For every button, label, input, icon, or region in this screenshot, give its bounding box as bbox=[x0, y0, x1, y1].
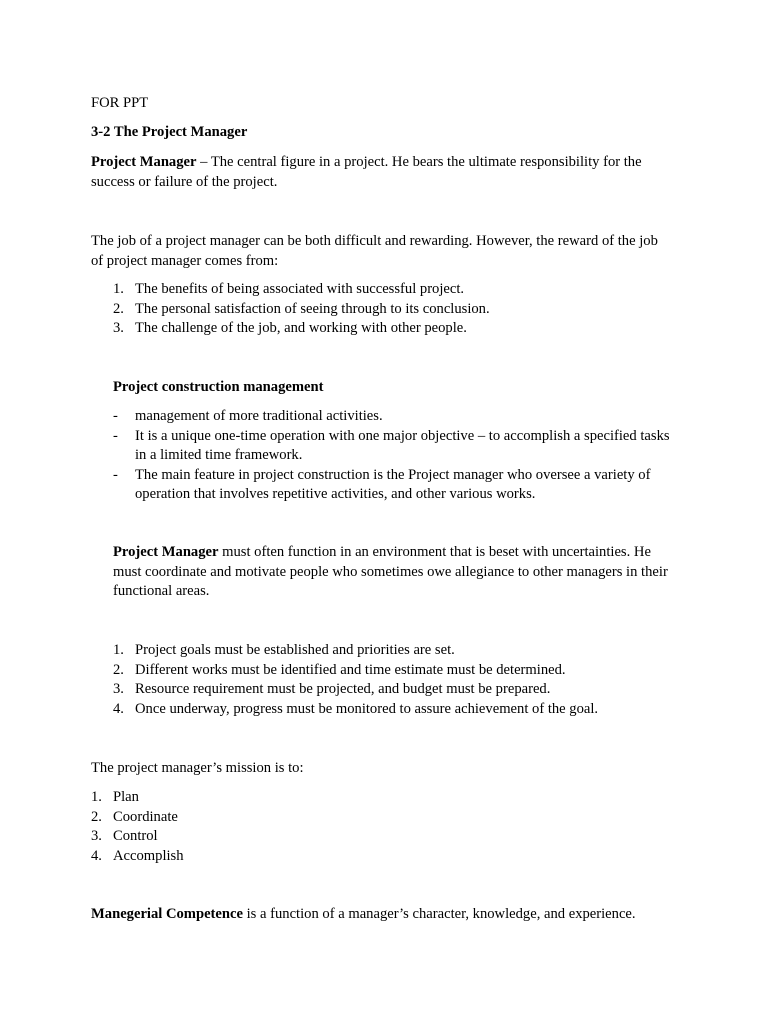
pm-environment-term: Project Manager bbox=[113, 544, 219, 560]
list-item: 1. Plan bbox=[91, 789, 139, 805]
mission-intro: The project manager’s mission is to: bbox=[91, 760, 304, 776]
list-item: 1. Project goals must be established and priorities are set. bbox=[113, 642, 455, 658]
list-item: 4. Accomplish bbox=[91, 847, 184, 864]
list-item: 2. Coordinate bbox=[91, 808, 178, 825]
pm-environment-text: must often function in an environment that is beset with uncertainties. He must coordinate and motivate people who sometimes owe allegiance to other managers in their functional areas. bbox=[113, 544, 668, 599]
list-item: - The main feature in project construction is the Project manager who oversee a variety of operation that involves repetitive activities, and other various works. bbox=[113, 466, 651, 502]
section-title: 3-2 The Project Manager bbox=[91, 124, 248, 140]
list-item: - It is a unique one-time operation with one major objective – to accomplish a specified tasks in a limited time framework. bbox=[113, 427, 670, 463]
definition-paragraph bbox=[91, 153, 671, 192]
pm-environment-paragraph bbox=[113, 543, 673, 602]
construction-title: Project construction management bbox=[113, 379, 324, 395]
job-intro-paragraph: The job of a project manager can be both difficult and rewarding. However, the reward of the job of project manager comes from: bbox=[91, 233, 658, 269]
list-item: 2. The personal satisfaction of seeing through to its conclusion. bbox=[113, 300, 490, 317]
competence-paragraph bbox=[91, 905, 671, 925]
construction-list bbox=[113, 407, 673, 505]
list-item: - management of more traditional activities. bbox=[113, 408, 383, 424]
definition-text: – The central figure in a project. He bears the ultimate responsibility for the success or failure of the project. bbox=[91, 154, 642, 190]
steps-list bbox=[113, 641, 673, 719]
competence-term: Manegerial Competence bbox=[91, 906, 243, 922]
competence-text: is a function of a manager’s character, knowledge, and experience. bbox=[242, 906, 636, 922]
list-item: 3. The challenge of the job, and working with other people. bbox=[113, 320, 467, 336]
list-item: 3. Control bbox=[91, 828, 158, 844]
mission-list bbox=[91, 788, 651, 866]
definition-term: Project Manager bbox=[91, 154, 197, 170]
list-item: 2. Different works must be identified and time estimate must be determined. bbox=[113, 661, 566, 678]
list-item: 3. Resource requirement must be projected, and budget must be prepared. bbox=[113, 681, 551, 697]
rewards-list bbox=[113, 280, 673, 339]
list-item: 4. Once underway, progress must be monitored to assure achievement of the goal. bbox=[113, 700, 599, 717]
document-heading: FOR PPT bbox=[91, 95, 149, 111]
list-item: 1. The benefits of being associated with successful project. bbox=[113, 281, 465, 297]
